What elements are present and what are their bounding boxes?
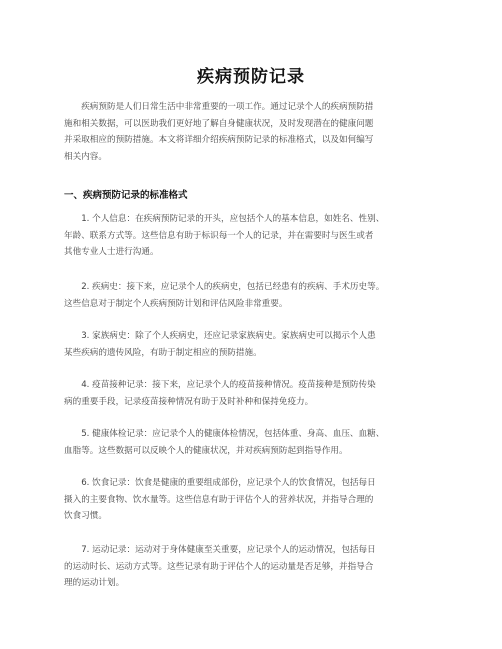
item-line: 年龄、联系方式等。这些信息有助于标识每一个人的记录，并在需要时与医生或者 [64,230,374,241]
list-item-diet [64,475,444,525]
item-line: 其他专业人士进行沟通。 [64,247,159,257]
list-item-personal-info [64,211,444,261]
item-line: 5. 健康体检记录：应记录个人的健康体检情况，包括体重、身高、血压、血糖、 [64,429,385,439]
intro-line: 相关内容。 [64,151,107,162]
intro-paragraph [64,99,444,165]
section-heading: 一、疾病预防记录的标准格式 [64,190,188,201]
item-line: 1. 个人信息：在疾病预防记录的开头，应包括个人的基本信息，如姓名、性别、 [64,214,385,224]
item-line: 这些信息对于制定个人疾病预防计划和评估风险非常重要。 [64,298,288,309]
item-line: 理的运动计划。 [64,578,125,588]
item-line: 7. 运动记录：运动对于身体健康至关重要，应记录个人的运动情况，包括每日 [64,545,376,555]
list-item-medical-history [64,279,444,312]
list-item-family-history [64,328,444,361]
item-line: 饮食习惯。 [64,511,107,521]
intro-line: 并采取相应的预防措施。本文将详细介绍疾病预防记录的标准格式，以及如何编写 [64,135,374,145]
intro-line: 施和相关数据，可以医助我们更好地了解自身健康状况，及时发现潜在的健康问题 [64,118,374,129]
list-item-health-checkup [64,426,444,459]
list-item-exercise [64,542,444,592]
item-line: 某些疾病的遗传风险，有助于制定相应的预防措施。 [64,347,262,358]
item-line: 6. 饮食记录：饮食是健康的重要组成部份，应记录个人的饮食情况，包括每日 [64,478,376,488]
item-line: 摄入的主要食物、饮水量等。这些信息有助于评估个人的营养状况，并指导合理的 [64,494,374,505]
item-line: 的运动时长、运动方式等。这些记录有助于评估个人的运动量是否足够，并指导合 [64,561,374,572]
intro-line: 疾病预防是人们日常生活中非常重要的一项工作。通过记录个人的疾病预防措 [64,102,374,112]
item-line: 血脂等。这些数据可以反映个人的健康状况，并对疾病预防起到指导作用。 [64,445,348,456]
item-line: 病的重要手段，记录疫苗接种情况有助于及时补种和保持免疫力。 [64,396,314,407]
page-title: 疾病预防记录 [197,67,305,87]
item-line: 2. 疾病史：接下来，应记录个人的疾病史，包括已经患有的疾病、手术历史等。 [64,282,385,292]
item-line: 3. 家族病史：除了个人疾病史，还应记录家族病史。家族病史可以揭示个人患 [64,331,376,341]
list-item-vaccination [64,377,444,410]
item-line: 4. 疫苗接种记录：接下来，应记录个人的疫苗接种情况。疫苗接种是预防传染 [64,380,376,390]
